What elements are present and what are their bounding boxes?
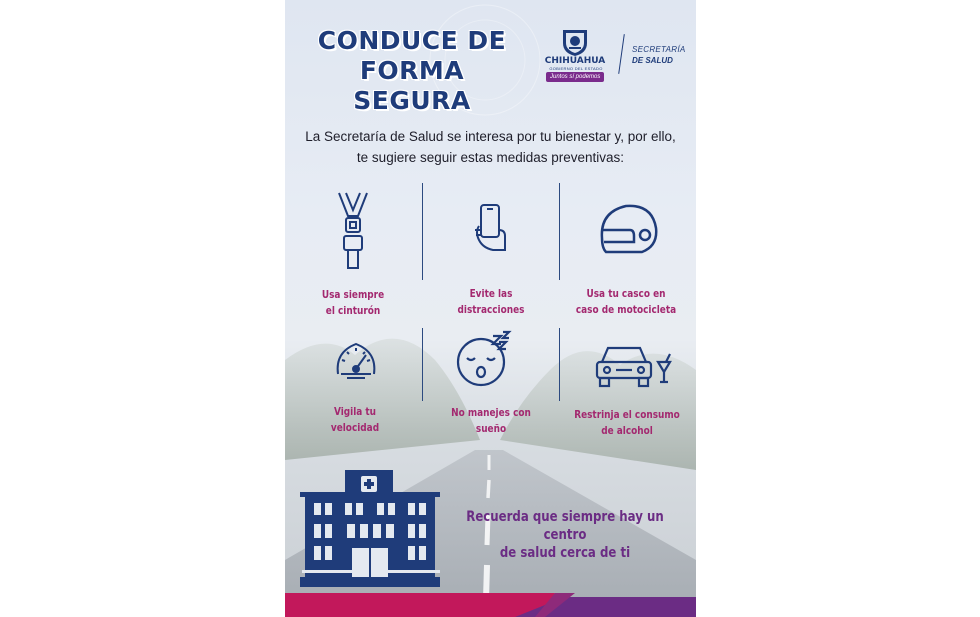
phone-hand-icon (471, 202, 511, 254)
measure-label-line-2: el cinturón (325, 305, 381, 317)
measure-label-line-1: Usa siempre (321, 289, 385, 301)
grid-divider (559, 328, 560, 401)
measure-label-line-2: velocidad (330, 422, 380, 434)
measure-label-line-2: distracciones (457, 304, 525, 316)
measure-label-line-1: Restrinja el consumo (574, 409, 680, 421)
measure-label-line-1: Usa tu casco en (586, 288, 666, 300)
speedometer-icon (333, 338, 379, 382)
intro-text (285, 126, 696, 168)
measure-label-speed (300, 404, 411, 436)
bottom-color-band (285, 593, 696, 617)
measure-label-line-2: caso de motocicleta (575, 304, 677, 316)
seatbelt-icon (333, 190, 373, 272)
measure-label-sleep (436, 405, 547, 437)
grid-divider (422, 183, 423, 280)
helmet-icon (596, 202, 660, 254)
sleepy-face-icon (455, 330, 517, 390)
title-line-2: FORMA SEGURA (353, 56, 471, 115)
logo-slogan: Juntos sí podemos (546, 72, 604, 82)
measure-label-helmet (571, 286, 682, 318)
hospital-building-icon (300, 470, 440, 592)
measure-label-line-1: Vigila tu (333, 406, 377, 418)
department-line-1: SECRETARÍA (632, 45, 686, 54)
poster (285, 0, 696, 617)
logo-subtitle: GOBIERNO DEL ESTADO (549, 66, 603, 71)
department-line-2: DE SALUD (632, 56, 673, 65)
intro-line-1: La Secretaría de Salud se interesa por tu bienestar y, por ello, (305, 129, 676, 144)
reminder-text (460, 508, 670, 562)
car-cocktail-icon (594, 344, 674, 390)
department-name (632, 44, 686, 66)
grid-divider (559, 183, 560, 280)
grid-divider (422, 328, 423, 401)
state-shield-icon (560, 27, 590, 57)
poster-title (297, 26, 527, 116)
intro-line-2: te sugiere seguir estas medidas preventivas: (356, 150, 625, 165)
reminder-line-2: de salud cerca de ti (499, 545, 631, 561)
logo-name: CHIHUAHUA (544, 56, 606, 66)
measure-label-alcohol (572, 407, 683, 439)
reminder-line-1: Recuerda que siempre hay un centro (466, 509, 664, 543)
measure-label-line-2: de alcohol (601, 425, 653, 437)
measure-label-line-2: sueño (475, 423, 507, 435)
title-line-1: CONDUCE DE (317, 26, 507, 55)
measure-label-distractions (436, 286, 547, 318)
measure-label-seatbelt (298, 287, 409, 319)
measure-label-line-1: Evite las (469, 288, 513, 300)
measure-label-line-1: No manejes con (451, 407, 531, 419)
